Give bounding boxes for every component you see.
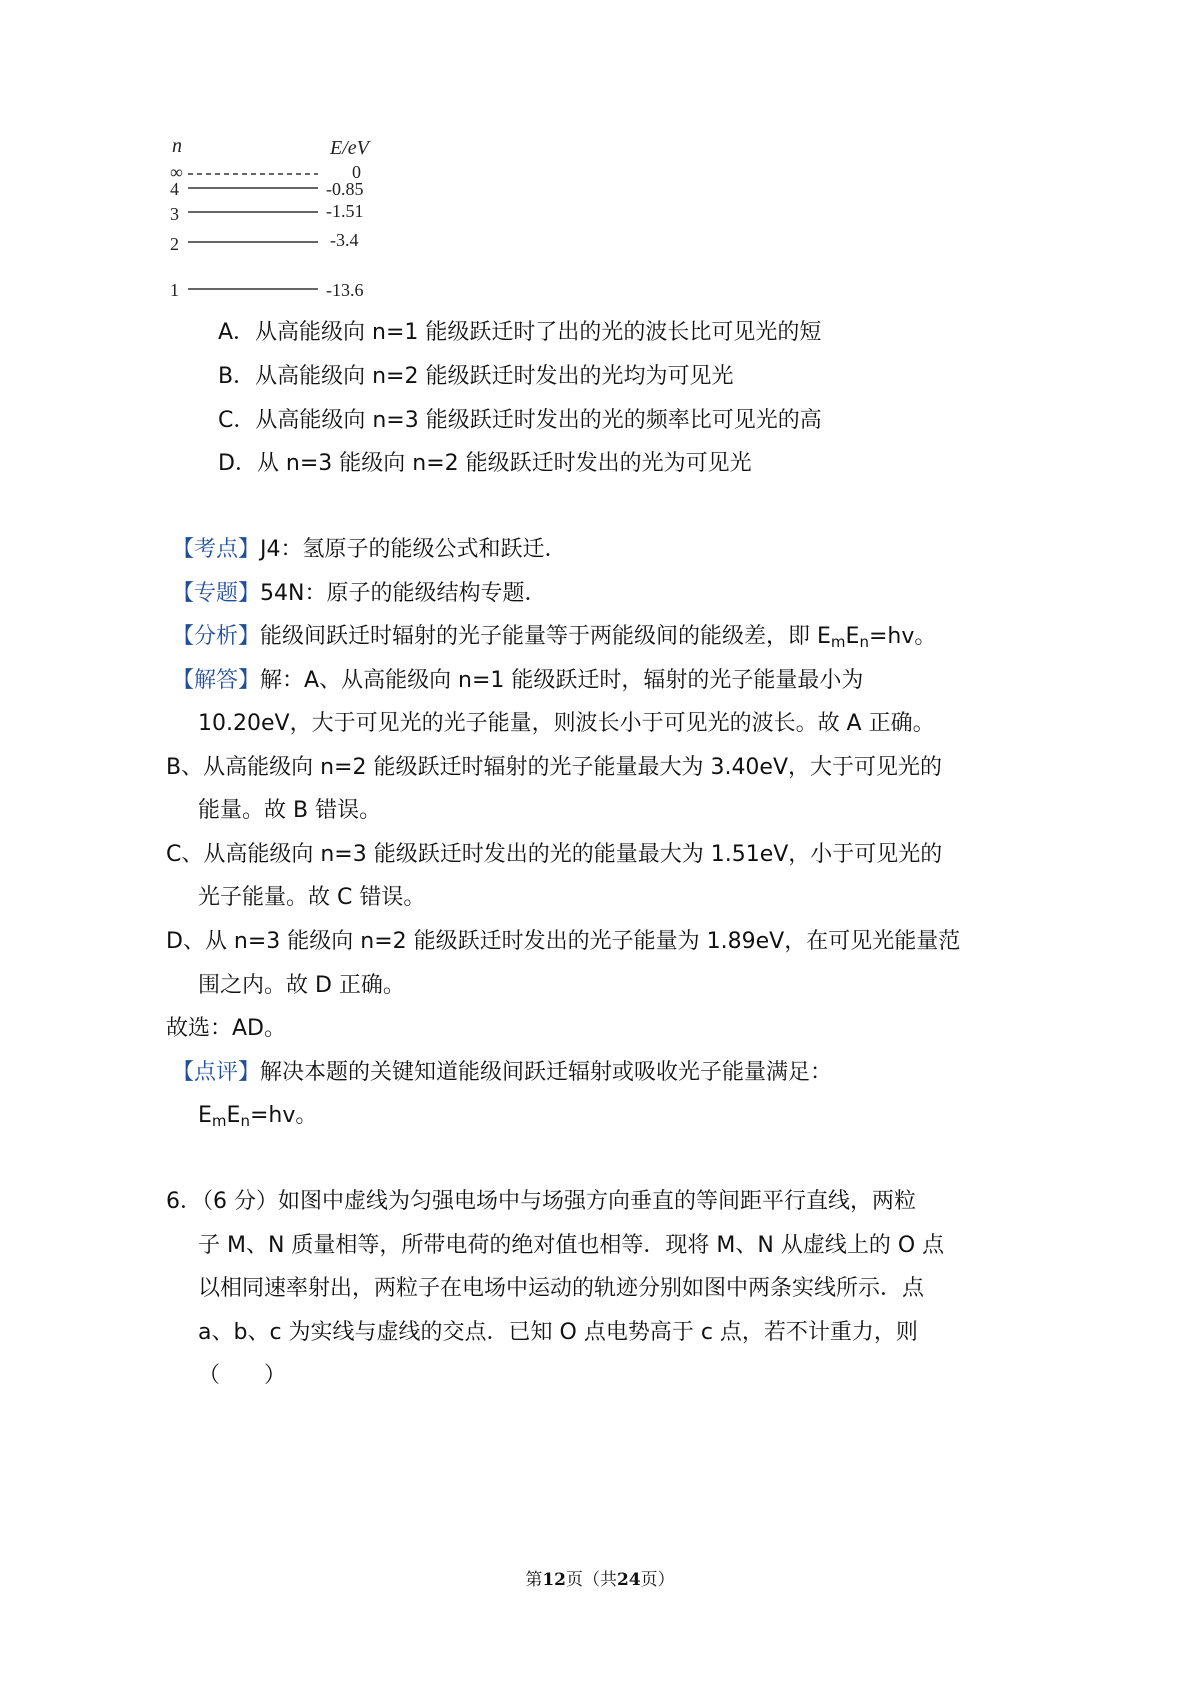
energy-axis-label: E/eV <box>330 137 369 159</box>
jieda-d1: D、从 n=3 能级向 n=2 能级跃迁时发出的光子能量为 1.89eV，在可见光能量范 <box>166 929 961 954</box>
level-n-inf: ∞ <box>170 162 183 182</box>
jieda-c2: 光子能量。故 C 错误。 <box>198 885 426 910</box>
fenxi-line <box>172 622 936 657</box>
n-axis-label: n <box>172 135 182 157</box>
dianping-mid: E <box>226 1103 241 1128</box>
level-n-2: 2 <box>170 234 179 254</box>
dianping-formula <box>198 1101 317 1136</box>
dianping-line <box>172 1058 832 1088</box>
zhuanti-tag: 【专题】 <box>172 581 261 606</box>
dianping-e: E <box>198 1103 212 1128</box>
option-c: C．从高能级向 n=3 能级跃迁时发出的光的频率比可见光的高 <box>218 408 822 433</box>
zhuanti-line <box>172 579 546 609</box>
fenxi-sub-n: n <box>859 633 869 651</box>
level-e-2: -3.4 <box>330 230 359 250</box>
question6-line-4: a、b、c 为实线与虚线的交点．已知 O 点电势高于 c 点，若不计重力，则 <box>198 1320 918 1345</box>
question6-line-5: （ ） <box>198 1363 287 1388</box>
level-n-3: 3 <box>170 204 179 224</box>
footer-total-pages: 24 <box>617 1570 641 1590</box>
option-d: D．从 n=3 能级向 n=2 能级跃迁时发出的光为可见光 <box>218 451 752 476</box>
dianping-text: 解决本题的关键知道能级间跃迁辐射或吸收光子能量满足： <box>260 1060 833 1085</box>
jieda-tag: 【解答】 <box>172 668 261 693</box>
jieda-d2: 围之内。故 D 正确。 <box>198 973 405 998</box>
energy-level-diagram <box>170 135 432 330</box>
footer-middle: 页（共 <box>566 1570 617 1590</box>
dianping-end: =hv。 <box>249 1103 318 1128</box>
level-n-1: 1 <box>170 280 179 300</box>
fenxi-sub-m: m <box>830 633 846 651</box>
kaodian-tag: 【考点】 <box>172 537 261 562</box>
footer-page-number: 12 <box>542 1570 566 1590</box>
kaodian-text: J4：氢原子的能级公式和跃迁． <box>260 537 567 562</box>
jieda-a1: 解：A、从高能级向 n=1 能级跃迁时，辐射的光子能量最小为 <box>260 668 864 693</box>
jieda-a2: 10.20eV，大于可见光的光子能量，则波长小于可见光的波长。故 A 正确。 <box>198 711 935 736</box>
question6-line-2: 子 M、N 质量相等，所带电荷的绝对值也相等．现将 M、N 从虚线上的 O 点 <box>198 1233 945 1258</box>
level-e-inf: 0 <box>352 162 361 182</box>
option-a: A．从高能级向 n=1 能级跃迁时了出的光的波长比可见光的短 <box>218 320 822 345</box>
dianping-sub-n: n <box>240 1112 250 1130</box>
level-e-1: -13.6 <box>326 280 364 300</box>
dianping-sub-m: m <box>211 1112 227 1130</box>
footer-suffix: 页） <box>640 1570 675 1590</box>
jieda-c1: C、从高能级向 n=3 能级跃迁时发出的光的能量最大为 1.51eV，小于可见光的 <box>166 842 943 867</box>
fenxi-tag: 【分析】 <box>172 624 261 649</box>
option-b: B．从高能级向 n=2 能级跃迁时发出的光均为可见光 <box>218 364 734 389</box>
jieda-b2: 能量。故 B 错误。 <box>198 798 382 823</box>
level-n-4: 4 <box>170 179 179 199</box>
fenxi-end: =hv。 <box>868 624 937 649</box>
answer-line: 故选：AD。 <box>166 1016 286 1041</box>
dianping-tag: 【点评】 <box>172 1060 261 1085</box>
jieda-b1: B、从高能级向 n=2 能级跃迁时辐射的光子能量最大为 3.40eV，大于可见光的 <box>166 755 943 780</box>
level-e-3: -1.51 <box>326 201 364 221</box>
level-e-4: -0.85 <box>326 179 364 199</box>
fenxi-mid: E <box>845 624 860 649</box>
page-footer <box>0 1565 1200 1590</box>
zhuanti-text: 54N：原子的能级结构专题． <box>260 581 547 606</box>
kaodian-line <box>172 535 567 565</box>
question6-line-1: 6．（6 分）如图中虚线为匀强电场中与场强方向垂直的等间距平行直线，两粒 <box>166 1189 916 1214</box>
footer-prefix: 第 <box>525 1570 543 1590</box>
fenxi-text: 能级间跃迁时辐射的光子能量等于两能级间的能级差，即 E <box>260 624 831 649</box>
question6-line-3: 以相同速率射出，两粒子在电场中运动的轨迹分别如图中两条实线所示．点 <box>198 1276 925 1301</box>
jieda-line-1 <box>172 666 863 696</box>
